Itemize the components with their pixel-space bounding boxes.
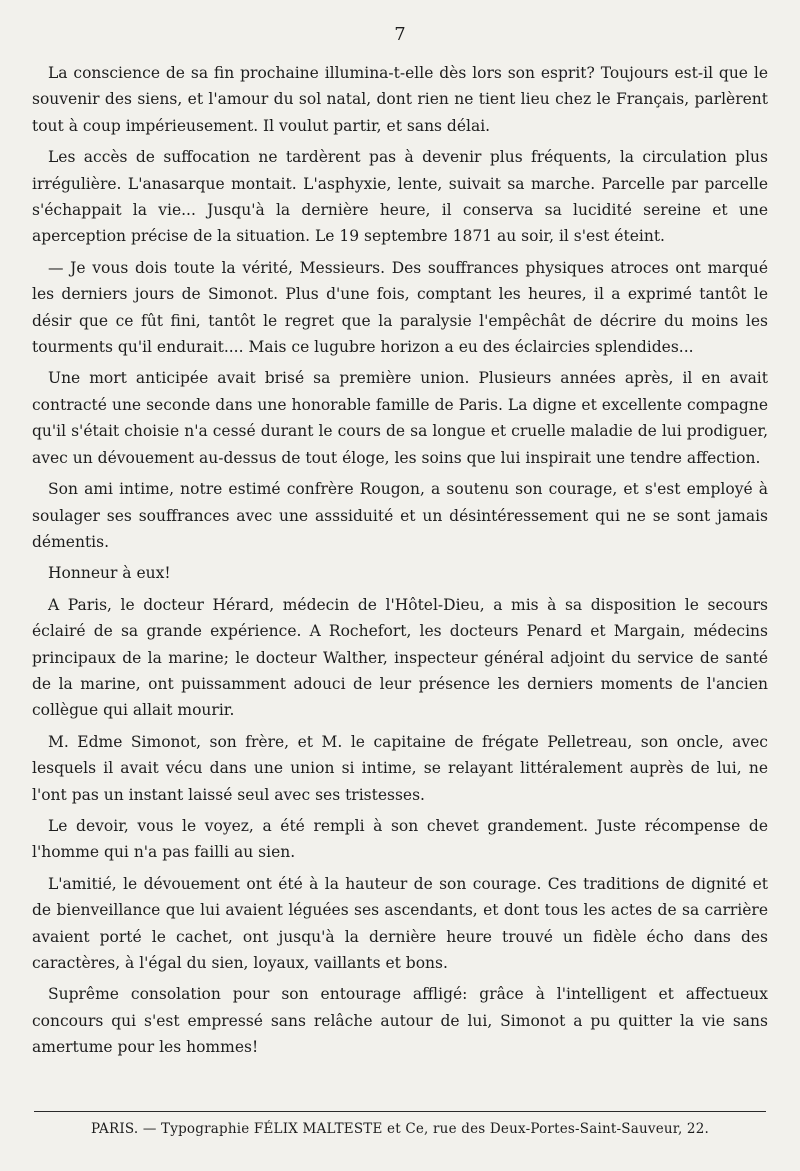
footer-rule xyxy=(34,1111,766,1112)
paragraph: M. Edme Simonot, son frère, et M. le capitaine de frégate Pelletreau, son oncle, avec lesquels il avait vécu dans une union si intime, se relayant littéralement auprès de lui, ne l'ont pas un instant laissé seul avec ses tristesses. xyxy=(32,732,768,804)
paragraph: Son ami intime, notre estimé confrère Rougon, a soutenu son courage, et s'est employé à soulager ses souffrances avec une asssiduité et un désintéressement qui ne se sont jamais démentis. xyxy=(32,480,768,551)
paragraph: Le devoir, vous le voyez, a été rempli à son chevet grandement. Juste récompense de l'homme qui n'a pas failli au sien. xyxy=(32,816,768,862)
paragraph: L'amitié, le dévouement ont été à la hauteur de son courage. Ces traditions de dignité et de bienveillance que lui avaient léguées ses ascendants, et dont tous les actes de sa carrière avaient porté le cachet, ont jusqu'à la dernière heure trouvé un fidèle écho dans des caractères, à l'égal du sien, loyaux, vaillants et bons. xyxy=(32,874,768,972)
paragraph: Suprême consolation pour son entourage affligé: grâce à l'intelligent et affectueux concours qui s'est empressé sans relâche autour de lui, Simonot a pu quitter la vie sans amertume pour les hommes! xyxy=(32,985,768,1057)
paragraph: Les accès de suffocation ne tardèrent pas à devenir plus fréquents, la circulation plus irrégulière. L'anasarque montait. L'asphyxie, lente, suivait sa marche. Parcelle par parcelle s'échappait la vie... Jusqu'à la dernière heure, il conserva sa lucidité sereine et une aperception précise de la situation. Le 19 septembre 1871 au soir, il s'est éteint. xyxy=(32,148,768,246)
paragraph: — Je vous dois toute la vérité, Messieurs. Des souffrances physiques atroces ont marqué les derniers jours de Simonot. Plus d'une fois, comptant les heures, il a exprimé tantôt le désir que ce fût fini, tantôt le regret que la paralysie l'empêchât de décrire du moins les tourments qu'il endurait.... Mais ce lugubre horizon a eu des éclaircies splendides... xyxy=(32,258,768,357)
printer-imprint: PARIS. — Typographie FÉLIX MALTESTE et Ce, rue des Deux-Portes-Saint-Sauveur, 22. xyxy=(91,1121,709,1137)
body-text xyxy=(32,60,768,1066)
paragraph: Une mort anticipée avait brisé sa première union. Plusieurs années après, il en avait contracté une seconde dans une honorable famille de Paris. La digne et excellente compagne qu'il s'était choisie n'a cessé durant le cours de sa longue et cruelle maladie de lui prodiguer, avec un dévouement au-dessus de tout éloge, les soins que lui inspirait une tendre affection. xyxy=(32,369,768,467)
page-number: 7 xyxy=(394,24,406,45)
paragraph: Honneur à eux! xyxy=(48,564,171,583)
paragraph: La conscience de sa fin prochaine illumina-t-elle dès lors son esprit? Toujours est-il que le souvenir des siens, et l'amour du sol natal, dont rien ne tient lieu chez le Français, parlèrent tout à coup impérieusement. Il voulut partir, et sans délai. xyxy=(32,64,768,135)
paragraph: A Paris, le docteur Hérard, médecin de l'Hôtel-Dieu, a mis à sa disposition le secours éclairé de sa grande expérience. A Rochefort, les docteurs Penard et Margain, médecins principaux de la marine; le docteur Walther, inspecteur général adjoint du service de santé de la marine, ont puissamment adouci de leur présence les derniers moments de l'ancien collègue qui allait mourir. xyxy=(32,595,768,720)
